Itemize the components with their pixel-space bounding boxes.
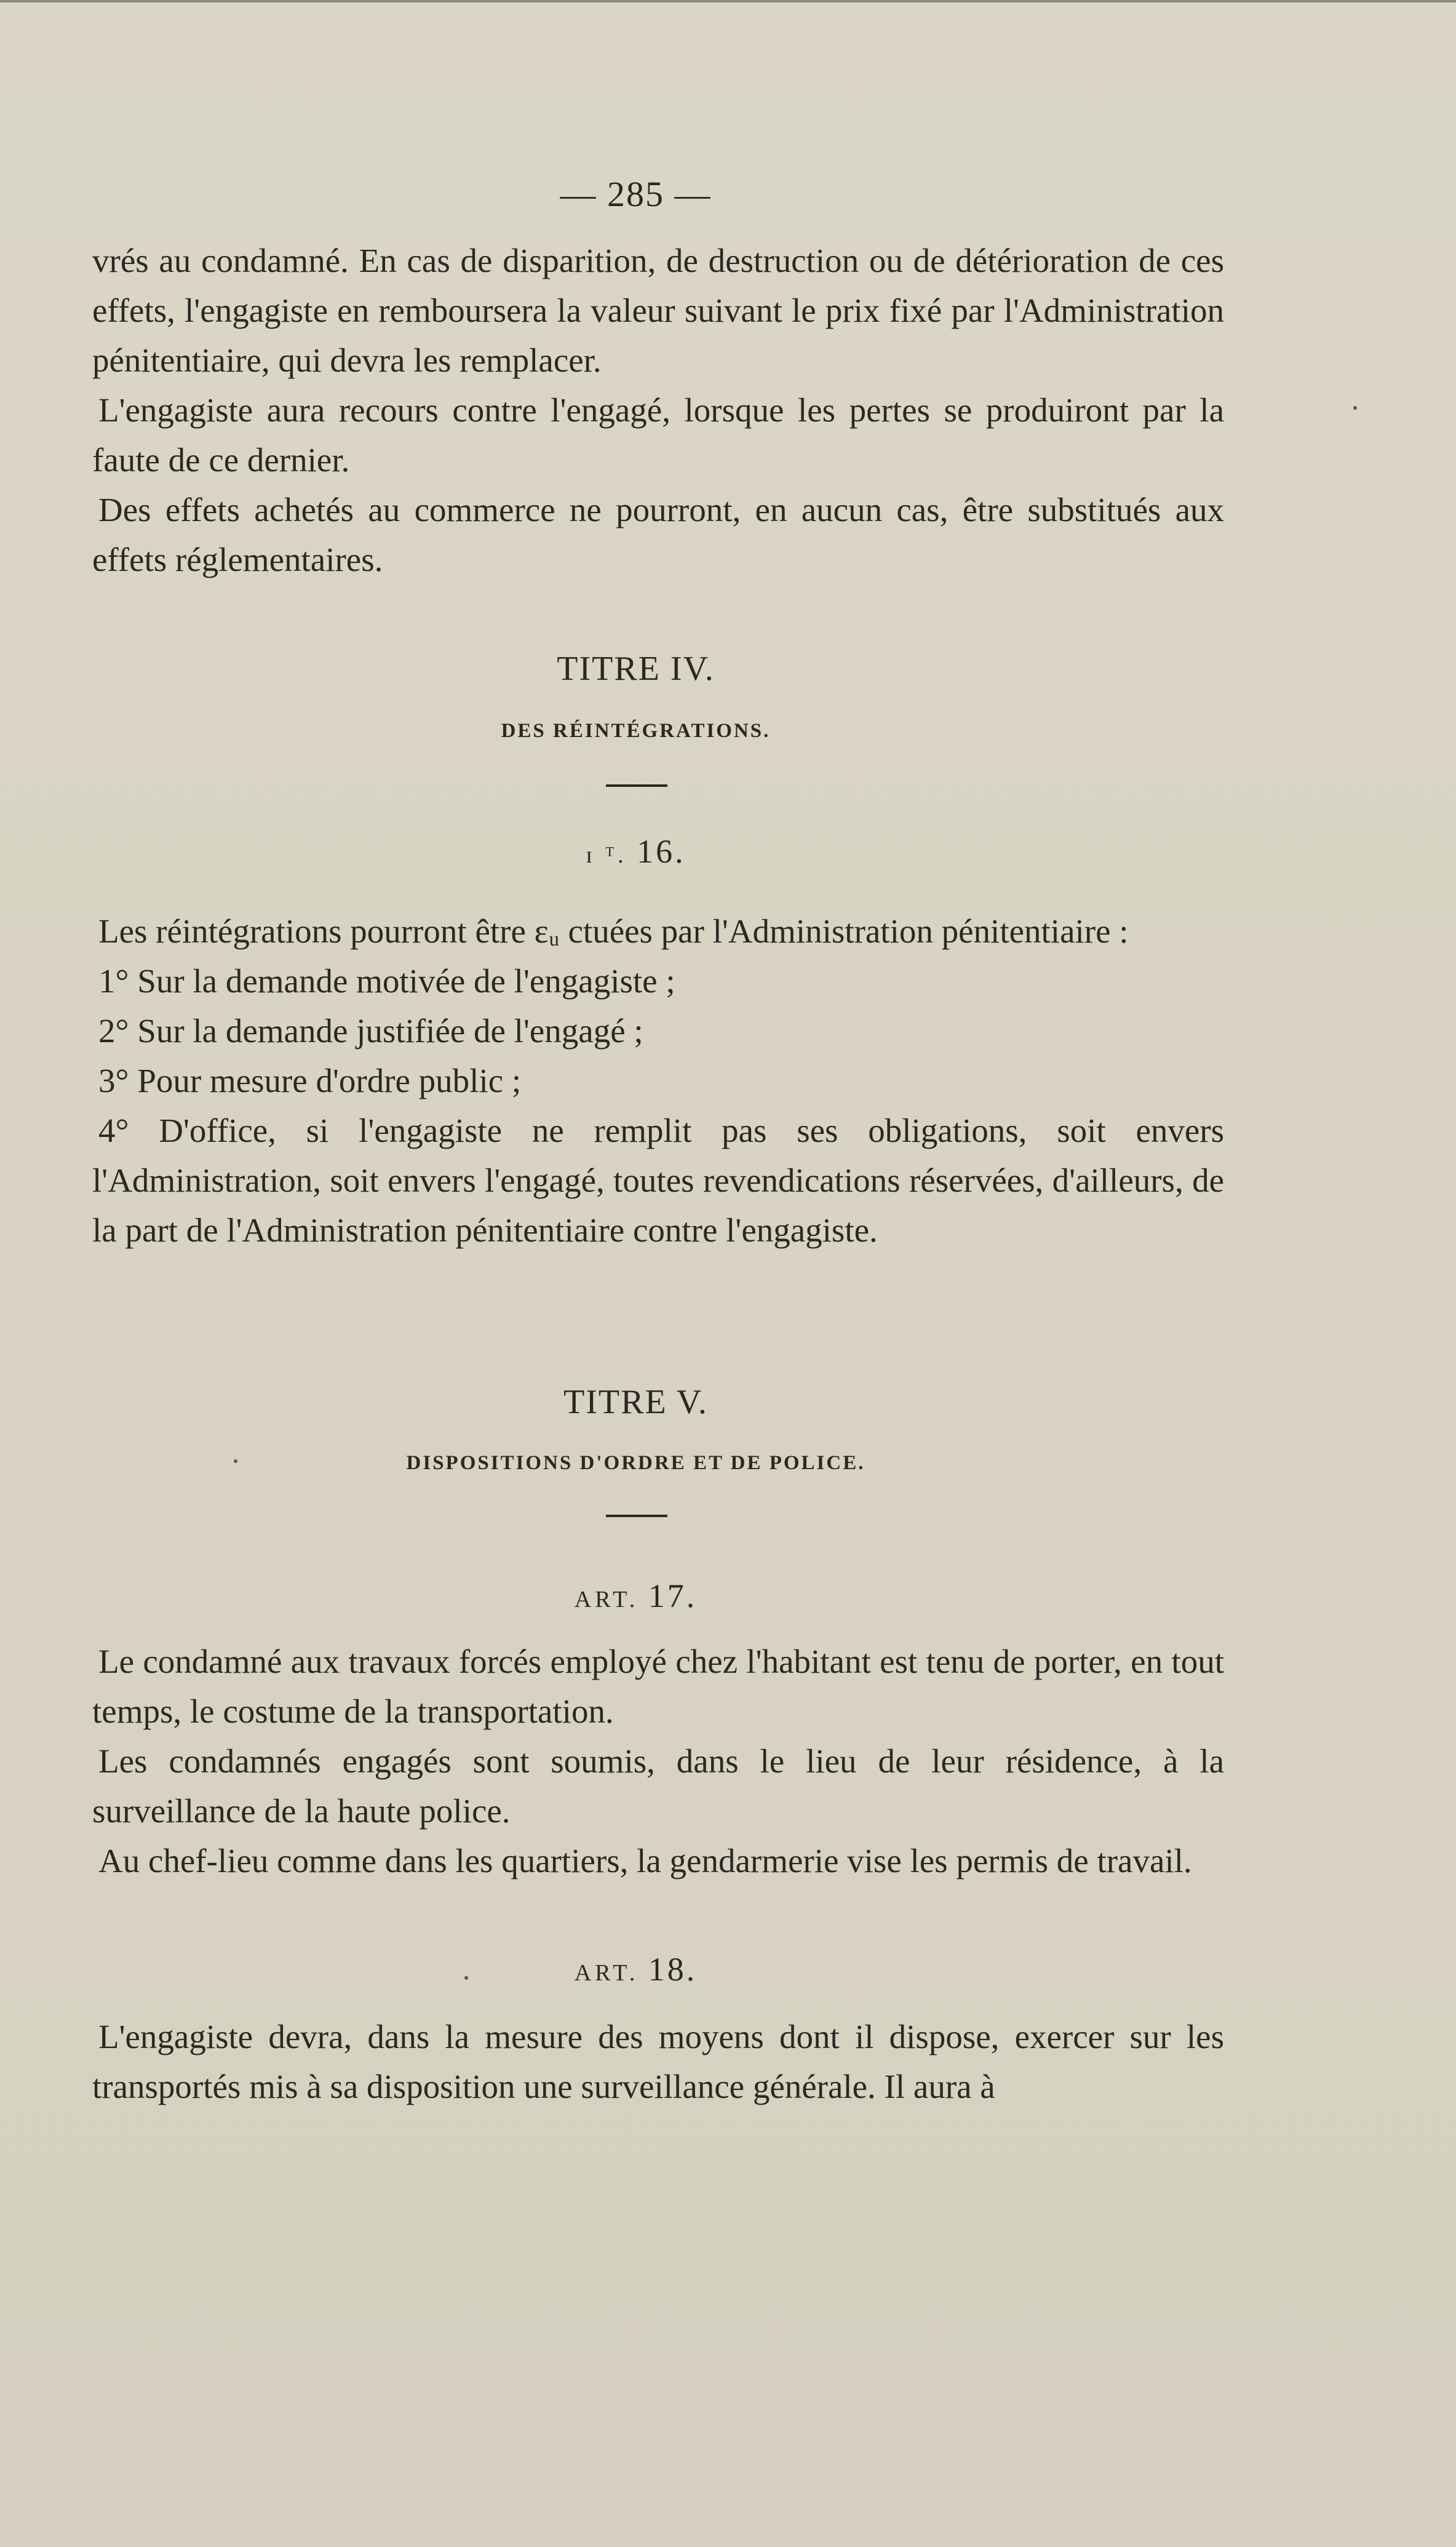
article-label: ɪ ᵀ. — [586, 842, 627, 868]
titre-iv-heading: TITRE IV. — [557, 650, 715, 688]
list-item: 3° Pour mesure d'ordre public ; — [98, 1062, 522, 1099]
scan-speck — [1353, 406, 1357, 410]
page-number: — 285 — — [560, 174, 712, 214]
section-rule — [606, 1515, 667, 1517]
list-item: 4° D'office, si l'engagiste ne remplit pas ses obligations, soit envers l'Administration, soit envers l'engagé, toutes revendications réservées, d'ailleurs, de la part de l'Administration pénitentiaire contre l'engagiste. — [92, 1112, 1224, 1249]
titre-iv-subtitle: DES RÉINTÉGRATIONS. — [501, 720, 771, 742]
paragraph: Au chef-lieu comme dans les quartiers, la gendarmerie vise les permis de travail. — [98, 1842, 1192, 1879]
article-number: 18. — [648, 1951, 698, 1988]
paragraph: Les réintégrations pourront être ɛᵤ ctuées par l'Administration pénitentiaire : — [98, 912, 1129, 950]
titre-v-subtitle: DISPOSITIONS D'ORDRE ET DE POLICE. — [406, 1452, 865, 1474]
paragraph: vrés au condamné. En cas de disparition, de destruction ou de détérioration de ces effets, l'engagiste en remboursera la valeur suivant le prix fixé par l'Administration pénitentiaire, qui devra les remplacer. — [92, 242, 1224, 379]
scan-speck — [234, 1459, 237, 1463]
article-label: ART. — [574, 1587, 639, 1612]
article-17-text — [92, 1636, 1224, 1886]
paragraph: L'engagiste aura recours contre l'engagé, lorsque les pertes se produiront par la faute de ce dernier. — [92, 391, 1224, 479]
article-number: 17. — [648, 1577, 698, 1614]
page-top-edge — [0, 0, 1456, 2]
article-number: 16. — [637, 833, 686, 870]
titre-v-heading: TITRE V. — [563, 1383, 708, 1421]
article-16-text — [92, 906, 1224, 1255]
article-16-heading — [0, 832, 1271, 871]
article-17-heading — [0, 1577, 1271, 1615]
list-item: 1° Sur la demande motivée de l'engagiste ; — [98, 962, 675, 1000]
continuation-text — [92, 236, 1224, 584]
section-rule — [606, 784, 667, 787]
paragraph: L'engagiste devra, dans la mesure des moyens dont il dispose, exercer sur les transportés mis à sa disposition une surveillance générale. Il aura à — [92, 2018, 1224, 2105]
article-18-heading — [0, 1950, 1271, 1988]
scan-speck — [464, 1976, 468, 1980]
article-18-text — [92, 2012, 1224, 2111]
paragraph: Des effets achetés au commerce ne pourront, en aucun cas, être substitués aux effets réglementaires. — [92, 491, 1224, 578]
paragraph: Les condamnés engagés sont soumis, dans le lieu de leur résidence, à la surveillance de la haute police. — [92, 1742, 1224, 1830]
list-item: 2° Sur la demande justifiée de l'engagé ; — [98, 1012, 643, 1050]
article-label: ART. — [574, 1960, 639, 1986]
paragraph: Le condamné aux travaux forcés employé chez l'habitant est tenu de porter, en tout temps, le costume de la transportation. — [92, 1643, 1224, 1730]
